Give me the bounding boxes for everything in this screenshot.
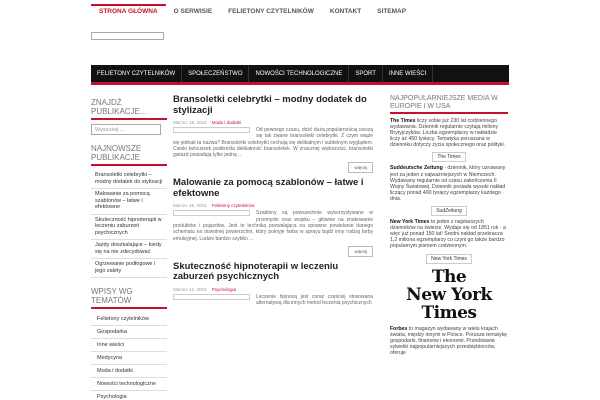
recent-post-link[interactable]: Malowanie za pomocą szablonów – łatwe i efektowne — [91, 189, 167, 215]
post-thumbnail[interactable] — [173, 294, 250, 300]
search-widget-title: ZNAJDŹ PUBLIKACJE... — [91, 99, 167, 120]
media-description — [390, 219, 508, 249]
post — [173, 178, 373, 256]
logo-line: Times — [421, 302, 477, 323]
media-link-button[interactable]: New York Times — [426, 254, 472, 264]
post-category[interactable]: Felietony czytelników — [211, 203, 255, 209]
logo-line: New York — [406, 284, 492, 305]
media-description — [390, 165, 508, 202]
recent-post-link[interactable]: Bransoletki celebrytki – modny dodatek do stylizacji — [91, 170, 167, 189]
cat-sport[interactable]: SPORT — [349, 65, 383, 82]
cat-society[interactable]: SPOŁECZEŃSTWO — [182, 65, 249, 82]
category-link[interactable]: Felietony czytelników — [91, 313, 167, 326]
post-date: Marzec 16, 2018 — [173, 203, 207, 209]
post-title[interactable]: Malowanie za pomocą szablonów – łatwe i efektowne — [173, 177, 364, 199]
top-navigation — [91, 4, 414, 20]
post-meta — [173, 120, 373, 125]
category-bar — [91, 65, 509, 85]
post-excerpt: Od pewnego czasu, dość dużą popularnością cieszą się tak zwane bransoletki celebrytki. Z czym wiąże się jednak ta nazwa? Bransoletki celebrytki cechują się delikatnym i subtelnym wyglądem. Cienki łańcuszek podkreśla delikatność bransoletek. W znacznej większości, bransoletki gwiazd posiadają tylko jedną ... — [173, 127, 373, 159]
media-text: to magazyn wydawany w wielu krajach świata, między innymi w Polsce. Porusza tematykę gospodarki, finansów i ekonomii. Przedstawia sylwetki najpopularniejszych przedsiębiorców, oferuje — [390, 325, 508, 356]
media-name: Suddeutsche Zeitung — [390, 165, 443, 172]
category-link[interactable]: Nowości technologiczne — [91, 378, 167, 391]
media-link-button[interactable]: The Times — [432, 152, 465, 162]
recent-post-link[interactable]: Ogrzewanie podłogowe i jego zalety — [91, 259, 167, 278]
recent-post-link[interactable]: Jazdy doszkalające – kiedy się na nie zdecydować — [91, 240, 167, 259]
post-excerpt: Leczenie hipnozą jest coraz częściej stosowana alternatywą dla innych metod leczenia psychicznych — [256, 293, 373, 307]
media-description — [390, 118, 508, 148]
post-title[interactable]: Bransoletki celebrytki – modny dodatek do stylizacji — [173, 94, 367, 116]
categories-list — [91, 313, 167, 400]
header-search-input[interactable] — [91, 32, 164, 40]
category-link[interactable]: Medycyna — [91, 352, 167, 365]
post-date: Marzec 19, 2018 — [173, 120, 207, 125]
post-title[interactable]: Skuteczność hipnoterapii w leczeniu zaburzeń psychicznych — [173, 260, 339, 283]
media-text: - dziennik, który uznawany jest za jeden z najważniejszych w Niemczech. Wydawany regularnie od czasu zakończenia II Wojny Światowej. Dziennik posiada wysoki nakład liczący ponad 400 tysięcy egzemplarzy każdego dnia. — [390, 165, 506, 202]
nyt-logo — [390, 268, 508, 322]
category-link[interactable]: Inne wieści — [91, 339, 167, 352]
logo-line: The — [431, 266, 467, 287]
read-more-button[interactable]: więcej — [348, 162, 373, 173]
post-thumbnail[interactable] — [173, 127, 250, 133]
media-name: Forbes — [390, 325, 408, 332]
category-link[interactable]: Psychologia — [91, 391, 167, 400]
main-content — [173, 95, 373, 312]
post — [173, 95, 373, 173]
recent-post-link[interactable]: Skuteczność hipnoterapii w leczeniu zaburzeń psychicznych — [91, 215, 167, 241]
media-widget-title: NAJPOPULARNIEJSZE MEDIA W EUROPIE I W USA — [390, 95, 508, 114]
media-name: New York Times — [390, 219, 430, 226]
cat-other-news[interactable]: INNE WIEŚCI — [383, 65, 433, 82]
post-meta — [173, 287, 373, 292]
right-sidebar — [390, 95, 508, 360]
nav-contact[interactable]: KONTAKT — [329, 8, 362, 15]
post-excerpt: Szablony są powszechnie wykorzystywane w przemyśle oraz wojsku – głównie na znakowanie produktów i pojazdów. Jest to technika pozwalająca na sprawne powielanie danego schematu na dowolnej powierzchni, który pokryje farba w sprayu bądź inny rodzaj farby emulsyjnej. Ludzie bardzo szybko ... — [173, 210, 373, 242]
media-text: to jeden z najstarszych dzienników na świecie. Wydaje się od 1851 rok - a więc już ponad 150 lat! Średni nakład przekracza 1,2 miliona egzemplarzy co czyni go także bardzo popularnym pismem codziennym. — [390, 219, 506, 250]
recent-posts-title: NAJNOWSZE PUBLIKACJE — [91, 145, 167, 166]
nav-home[interactable]: STRONA GŁÓWNA — [91, 4, 166, 20]
category-link[interactable]: Moda i dodatki — [91, 365, 167, 378]
nav-reader-columns[interactable]: FELIETONY CZYTELNIKÓW — [228, 8, 314, 15]
media-description — [390, 326, 508, 356]
cat-tech-news[interactable]: NOWOŚCI TECHNOLOGICZNE — [249, 65, 349, 82]
media-link-button[interactable]: SudZeitung — [431, 206, 467, 216]
nav-sitemap[interactable]: SITEMAP — [377, 8, 407, 15]
recent-posts-list — [91, 170, 167, 278]
post-category[interactable]: Psychologia — [211, 286, 237, 292]
nav-about[interactable]: O SERWISIE — [173, 8, 213, 15]
post-meta — [173, 203, 373, 208]
categories-title: WPISY WG TEMATÓW — [91, 288, 167, 309]
media-name: The Times — [390, 118, 416, 124]
post — [173, 262, 373, 307]
read-more-button[interactable]: więcej — [348, 246, 373, 257]
sidebar-search-input[interactable]: Wyszukaj ... — [91, 124, 161, 135]
post-thumbnail[interactable] — [173, 210, 250, 216]
cat-reader-columns[interactable]: FELIETONY CZYTELNIKÓW — [91, 65, 182, 82]
post-category[interactable]: Moda i dodatki — [211, 120, 242, 125]
media-text: liczy sobie już 230 lat codziennego wydawania. Dziennik regularnie czytają miliony Brytyjczyków. Liczba egzemplarzy w nakładzie liczy aż 450 tysięcy. Tematyka poruszana w dzienniku dotyczy życia społecznego oraz polityki. — [390, 118, 506, 149]
category-link[interactable]: Gospodarka — [91, 326, 167, 339]
left-sidebar — [91, 99, 167, 400]
post-date: Marzec 12, 2018 — [173, 286, 207, 292]
